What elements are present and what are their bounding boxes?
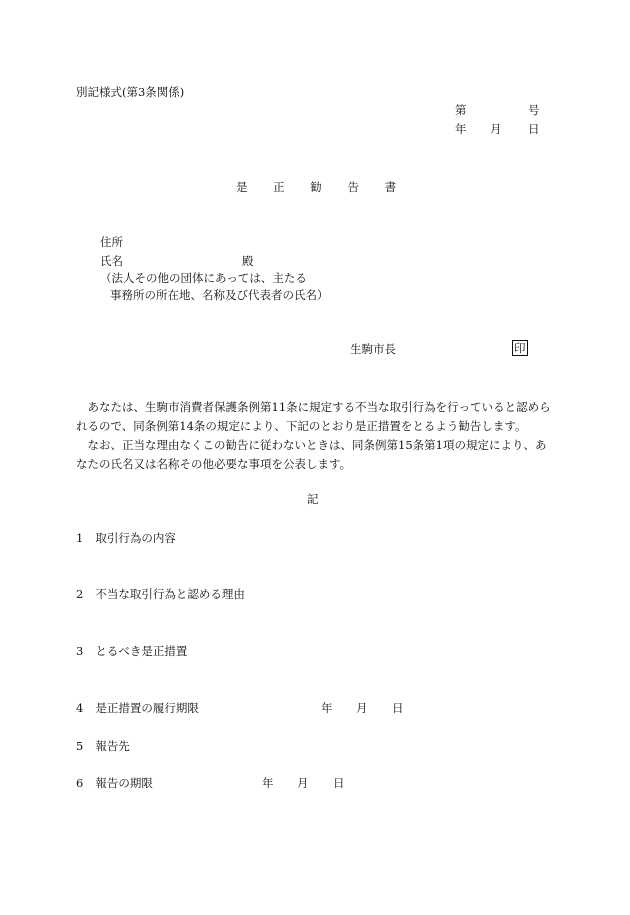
ki-heading: 記	[307, 492, 319, 506]
honorific: 殿	[242, 254, 254, 268]
item-label: 取引行為の内容	[95, 531, 176, 545]
document-title: 是 正 勧 告 書	[236, 180, 397, 194]
doc-number-dai: 第	[455, 103, 467, 117]
item-5	[76, 738, 130, 754]
doc-date-month: 月	[490, 122, 502, 136]
seal-mark	[512, 340, 528, 356]
item-number: 3	[76, 644, 84, 658]
item-label: とるべき是正措置	[95, 644, 188, 658]
issuer-title: 生駒市長	[350, 342, 396, 356]
item-6-day: 日	[333, 776, 345, 790]
doc-date-year: 年	[455, 122, 467, 136]
item-label: 報告先	[95, 739, 130, 753]
item-4	[76, 700, 199, 716]
item-number: 4	[76, 701, 84, 715]
doc-date-day: 日	[528, 122, 540, 136]
item-3	[76, 643, 187, 659]
item-number: 6	[76, 776, 84, 790]
item-2	[76, 586, 245, 602]
item-4-year: 年	[321, 701, 333, 715]
address-label: 住所	[100, 235, 123, 249]
form-label: 別記様式(第3条関係)	[76, 85, 185, 99]
item-number: 2	[76, 587, 84, 601]
addressee-note-line1: （法人その他の団体にあっては、主たる	[100, 271, 307, 285]
item-number: 5	[76, 739, 84, 753]
doc-number-go: 号	[528, 103, 540, 117]
item-label: 不当な取引行為と認める理由	[95, 587, 245, 601]
item-6-month: 月	[297, 776, 309, 790]
item-4-day: 日	[392, 701, 404, 715]
name-label: 氏名	[100, 254, 123, 268]
item-1	[76, 530, 176, 546]
item-6	[76, 775, 153, 791]
item-number: 1	[76, 531, 84, 545]
body-paragraph-2: なお、正当な理由なくこの勧告に従わないときは、同条例第15条第1項の規定により、あなたの氏名又は名称その他必要な事項を公表します。	[76, 438, 547, 471]
body-paragraph-1: あなたは、生駒市消費者保護条例第11条に規定する不当な取引行為を行っていると認められるので、同条例第14条の規定により、下記のとおり是正措置をとるよう勧告します。	[76, 400, 551, 433]
addressee-note-line2: 事務所の所在地、名称及び代表者の氏名）	[110, 288, 329, 302]
item-label: 報告の期限	[95, 776, 153, 790]
item-6-year: 年	[262, 776, 274, 790]
seal-label: 印	[514, 341, 526, 355]
item-4-month: 月	[356, 701, 368, 715]
item-label: 是正措置の履行期限	[95, 701, 199, 715]
